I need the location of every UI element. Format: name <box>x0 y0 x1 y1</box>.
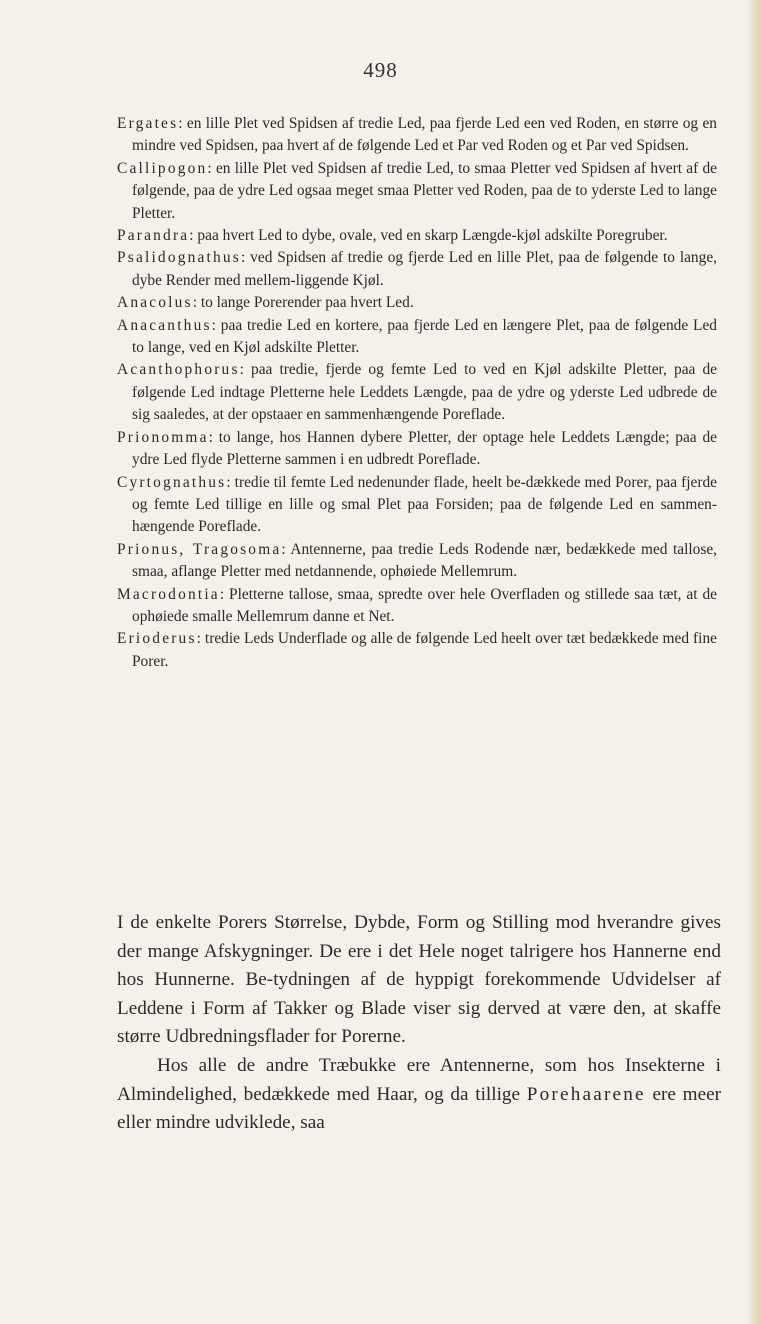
emphasized-term: Porehaarene <box>526 1083 646 1105</box>
genus-entry-list <box>117 113 717 673</box>
page-number: 498 <box>363 58 398 82</box>
page-edge <box>747 0 761 1324</box>
genus-entry <box>117 628 717 673</box>
genus-name: Erioderus <box>117 630 197 648</box>
entry-text: : Antennerne, paa tredie Leds Rodende nær, bedækkede med tallose, smaa, aflange Pletter med netdannende, ophøiede Mellemrum. <box>132 540 717 581</box>
genus-entry <box>117 427 717 472</box>
entry-text: : ved Spidsen af tredie og fjerde Led en lille Plet, paa de følgende to lange, dybe Render med mellem-liggende Kjøl. <box>132 249 717 289</box>
genus-name: Prionomma <box>117 428 209 446</box>
entry-text: : Pletterne tallose, smaa, spredte over hele Overfladen og stillede saa tæt, at de ophøiede smalle Mellemrum danne et Net. <box>132 585 717 625</box>
entry-text: : tredie Leds Underflade og alle de følgende Led heelt over tæt bedækkede med fine Porer. <box>132 630 717 670</box>
entry-text: : en lille Plet ved Spidsen af tredie Led, paa fjerde Led een ved Roden, en større og en mindre ved Spidsen, paa hvert af de følgende Led et Par ved Roden og et Par ved Spidsen. <box>132 115 717 155</box>
genus-name: Macrodontia <box>117 585 220 603</box>
genus-name: Ergates <box>117 115 179 132</box>
genus-entry <box>117 292 717 314</box>
entry-text: : tredie til femte Led nedenunder flade, heelt be-dækkede med Porer, paa fjerde og femte Led tillige en lille og smal Plet paa Forsiden; paa de følgende Led en sammen-hængende Poreflade. <box>132 473 717 536</box>
genus-name: Prionus, Tragosoma <box>117 540 282 558</box>
genus-name: Acanthophorus <box>117 361 240 379</box>
genus-entry <box>117 158 717 225</box>
paragraph <box>117 1052 721 1138</box>
genus-name: Anacanthus <box>117 316 212 334</box>
genus-name: Cyrtognathus <box>117 473 227 491</box>
entry-text: : paa hvert Led to dybe, ovale, ved en skarp Længde-kjøl adskilte Poregruber. <box>189 227 668 245</box>
entry-text: : to lange Porerender paa hvert Led. <box>192 294 414 312</box>
entry-text: : to lange, hos Hannen dybere Pletter, der optage hele Leddets Længde; paa de ydre Led flyde Pletterne sammen i en udbredt Poreflade. <box>132 428 717 469</box>
genus-entry <box>117 539 717 584</box>
paragraph-text: Hos alle de andre Træbukke ere Antennerne, som hos Insekterne i Almindelighed, bedækkede med Haar, og da tillige <box>117 1054 721 1105</box>
genus-entry <box>117 113 717 158</box>
entry-text: : en lille Plet ved Spidsen af tredie Led, to smaa Pletter ved Spidsen af hvert af de følgende, paa de ydre Led ogsaa meget smaa Pletter ved Roden, paa de to yderste Led to lange Pletter. <box>132 159 717 222</box>
genus-name: Callipogon <box>117 159 208 177</box>
genus-entry <box>117 225 717 247</box>
genus-name: Psalidognathus <box>117 249 242 267</box>
genus-entry <box>117 472 717 539</box>
genus-entry <box>117 584 717 629</box>
paragraph: I de enkelte Porers Størrelse, Dybde, Form og Stilling mod hverandre gives der mange Afskygninger. De ere i det Hele noget talrigere hos Hannerne end hos Hunnerne. Be-tydningen af de hyppigt forekommende Udvidelser af Leddene i Form af Takker og Blade viser sig derved at være den, at skaffe større Udbredningsflader for Porerne. <box>117 912 721 1048</box>
genus-name: Parandra <box>117 227 190 245</box>
genus-name: Anacolus <box>117 294 193 312</box>
genus-entry <box>117 315 717 360</box>
genus-entry <box>117 247 717 292</box>
entry-text: : paa tredie Led en kortere, paa fjerde Led en længere Plet, paa de følgende Led to lange, ved en Kjøl adskilte Pletter. <box>132 316 717 357</box>
entry-text: : paa tredie, fjerde og femte Led to ved en Kjøl adskilte Pletter, paa de følgende Led indtage Pletterne hele Leddets Længde, paa de ydre og yderste Led udbrede de sig saaledes, at der opstaaer en sammenhængende Poreflade. <box>132 361 717 424</box>
paragraph-text: ere meer eller mindre udviklede, saa <box>117 1083 721 1134</box>
body-text <box>117 909 721 1138</box>
genus-entry <box>117 359 717 426</box>
